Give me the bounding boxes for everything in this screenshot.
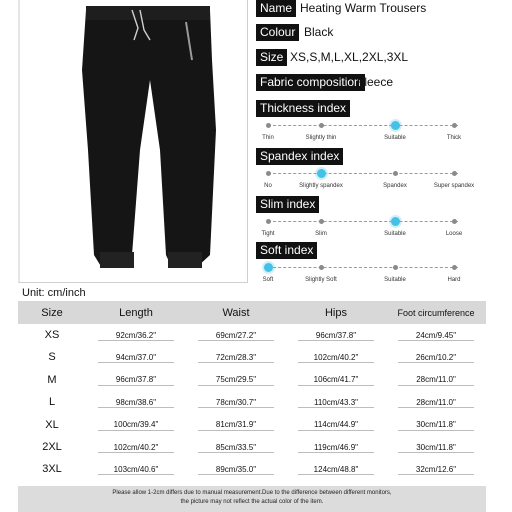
cell-underline	[398, 340, 474, 341]
header-waist: Waist	[222, 306, 250, 319]
index-option-label: Suitable	[384, 135, 406, 141]
measurement-cell: 114cm/44.9"	[313, 420, 359, 430]
cell-underline	[298, 474, 374, 475]
table-row	[18, 391, 486, 413]
cell-underline	[198, 362, 274, 363]
index-dot	[452, 171, 457, 176]
measurement-cell: 102cm/40.2"	[313, 352, 359, 362]
index-option-label: Suitable	[384, 231, 406, 237]
table-row	[18, 414, 486, 436]
cell-underline	[98, 362, 174, 363]
cell-underline	[398, 385, 474, 386]
index-scale-line	[268, 267, 458, 268]
measurement-cell: 28cm/11.0"	[416, 397, 456, 407]
cell-underline	[398, 452, 474, 453]
table-row	[18, 436, 486, 458]
cell-underline	[198, 430, 274, 431]
cell-underline	[398, 362, 474, 363]
fabric-tag: Fabric composition	[256, 74, 365, 91]
measurement-cell: 103cm/40.6"	[113, 464, 159, 474]
index-dot	[452, 219, 457, 224]
cell-underline	[298, 385, 374, 386]
index-option-label: Tight	[261, 231, 275, 237]
product-photo	[18, 0, 248, 283]
index-scale-line	[268, 125, 458, 126]
size-cell: 2XL	[42, 441, 62, 453]
cell-underline	[198, 385, 274, 386]
size-tag: Size	[256, 49, 287, 66]
cell-underline	[98, 430, 174, 431]
disclaimer-line-1: Please allow 1-2cm differs due to manual measurement.Due to the difference between different monitors,	[112, 490, 392, 496]
index-option-label: Loose	[445, 231, 463, 237]
measurement-cell: 30cm/11.8"	[416, 420, 456, 430]
measurement-cell: 94cm/37.0"	[115, 352, 157, 362]
cell-underline	[198, 474, 274, 475]
disclaimer-footer	[18, 486, 486, 512]
measurement-cell: 92cm/36.2"	[115, 330, 157, 340]
index-title: Thickness index	[256, 100, 350, 117]
measurement-cell: 96cm/37.8"	[115, 375, 157, 385]
cell-underline	[198, 407, 274, 408]
index-option-label: Soft	[262, 277, 274, 283]
size-cell: S	[48, 351, 56, 364]
unit-label: Unit: cm/inch	[22, 287, 86, 299]
cell-underline	[98, 385, 174, 386]
index-option-label: Slightly spandex	[299, 183, 343, 189]
index-selected-marker	[391, 121, 400, 130]
measurement-cell: 110cm/43.3"	[313, 397, 359, 407]
measurement-cell: 96cm/37.8"	[315, 330, 357, 340]
measurement-cell: 75cm/29.5"	[215, 375, 257, 385]
index-dot	[319, 219, 324, 224]
measurement-cell: 72cm/28.3"	[215, 352, 257, 362]
cell-underline	[98, 340, 174, 341]
size-cell: M	[47, 373, 57, 386]
index-title: Soft index	[256, 242, 317, 259]
index-scale-line	[268, 221, 458, 222]
disclaimer-line-2: the picture may not reflect the actual color of the item.	[180, 499, 324, 505]
cell-underline	[98, 452, 174, 453]
measurement-cell: 119cm/46.9"	[313, 442, 359, 452]
measurement-cell: 102cm/40.2"	[113, 442, 159, 452]
colour-tag: Colour	[256, 24, 299, 41]
index-title: Spandex index	[256, 148, 343, 165]
index-title: Slim index	[256, 196, 319, 213]
index-selected-marker	[391, 217, 400, 226]
index-dot	[319, 123, 324, 128]
index-option-label: Thick	[446, 135, 462, 141]
index-option-label: Slightly thin	[305, 135, 337, 141]
measurement-cell: 32cm/12.6"	[415, 464, 457, 474]
measurement-cell: 89cm/35.0"	[215, 464, 257, 474]
measurement-cell: 106cm/41.7"	[313, 375, 359, 385]
cell-underline	[398, 407, 474, 408]
name-tag: Name	[256, 0, 296, 17]
size-table-header	[18, 301, 486, 324]
header-length: Length	[119, 306, 153, 319]
cell-underline	[198, 340, 274, 341]
measurement-cell: 69cm/27.2"	[215, 330, 257, 340]
index-selected-marker	[317, 169, 326, 178]
name-value: Heating Warm Trousers	[300, 1, 427, 15]
index-option-label: Slim	[315, 231, 327, 237]
measurement-cell: 30cm/11.8"	[416, 442, 456, 452]
measurement-cell: 26cm/10.2"	[415, 352, 457, 362]
header-foot-circumference: Foot circumference	[397, 307, 475, 318]
size-cell: 3XL	[42, 463, 62, 476]
index-option-label: No	[264, 183, 272, 189]
cell-underline	[198, 452, 274, 453]
measurement-cell: 24cm/9.45"	[415, 330, 457, 340]
table-row	[18, 458, 486, 480]
index-option-label: Slightly Soft	[305, 277, 337, 283]
index-dot	[393, 265, 398, 270]
index-dot	[266, 171, 271, 176]
measurement-cell: 81cm/31.9"	[215, 420, 257, 430]
index-dot	[266, 123, 271, 128]
measurement-cell: 78cm/30.7"	[215, 397, 257, 407]
index-selected-marker	[264, 263, 273, 272]
index-option-label: Hard	[447, 277, 461, 283]
cell-underline	[98, 474, 174, 475]
measurement-cell: 124cm/48.8"	[313, 464, 359, 474]
index-dot	[393, 171, 398, 176]
size-cell: XS	[44, 329, 60, 341]
cell-underline	[398, 430, 474, 431]
index-option-label: Super spandex	[433, 183, 475, 189]
cell-underline	[298, 362, 374, 363]
table-row	[18, 369, 486, 391]
header-size: Size	[41, 306, 63, 319]
index-option-label: Suitable	[384, 277, 406, 283]
index-option-label: Spandex	[383, 183, 407, 189]
table-row	[18, 324, 486, 346]
measurement-cell: 98cm/38.6"	[115, 397, 157, 407]
cell-underline	[298, 430, 374, 431]
index-scale-line	[268, 173, 458, 174]
cell-underline	[398, 474, 474, 475]
cell-underline	[98, 407, 174, 408]
header-hips: Hips	[324, 306, 347, 319]
cell-underline	[298, 340, 374, 341]
size-cell: L	[48, 396, 56, 409]
measurement-cell: 28cm/11.0"	[416, 375, 456, 385]
size-cell: XL	[45, 418, 59, 431]
cell-underline	[298, 407, 374, 408]
index-dot	[452, 123, 457, 128]
measurement-cell: 85cm/33.5"	[215, 442, 257, 452]
fabric-value: Fleece	[357, 75, 394, 89]
index-dot	[266, 219, 271, 224]
measurement-cell: 100cm/39.4"	[113, 420, 159, 430]
index-dot	[319, 265, 324, 270]
index-option-label: Thin	[262, 135, 274, 141]
colour-value: Black	[304, 25, 334, 39]
cell-underline	[298, 452, 374, 453]
size-value: XS,S,M,L,XL,2XL,3XL	[290, 50, 409, 64]
index-dot	[452, 265, 457, 270]
table-row	[18, 346, 486, 368]
